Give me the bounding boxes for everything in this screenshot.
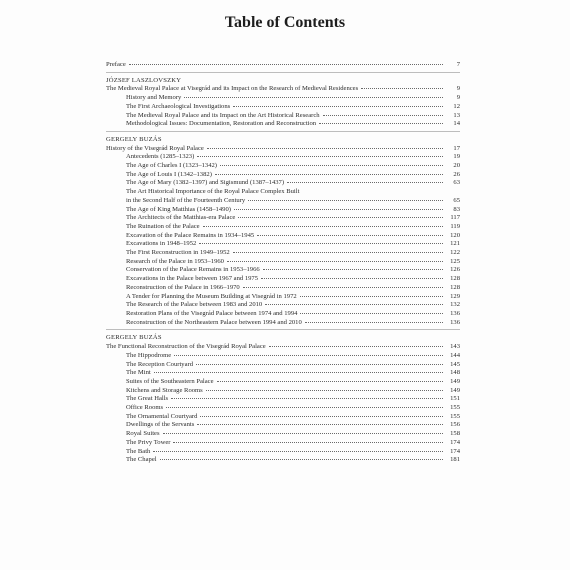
dot-leader (287, 182, 443, 183)
toc-subentry (106, 319, 460, 328)
toc-entry-label: Research of the Palace in 1953–1960 (126, 257, 224, 265)
dot-leader (233, 252, 443, 253)
toc-subentry (106, 249, 460, 258)
toc-entry-label: Excavations in 1948–1952 (126, 240, 197, 248)
toc-entry-label: Dwellings of the Servants (126, 421, 195, 429)
toc-entry-label: The Age of Louis I (1342–1382) (126, 170, 212, 178)
toc-subentry (106, 361, 460, 370)
toc-entry-label: The Art Historical Importance of the Royal Palace Complex Built (126, 188, 300, 196)
dot-leader (220, 165, 443, 166)
page-title: Table of Contents (224, 14, 346, 31)
toc-entry-label: The Hippodrome (126, 351, 172, 359)
toc-entry-label: The Ornamental Courtyard (126, 412, 198, 420)
toc-entry-label: The Great Halls (126, 395, 169, 403)
toc-entry-label: The Bath (126, 447, 151, 455)
dot-leader (227, 261, 443, 262)
toc-page-number: 136 (450, 309, 460, 317)
toc-subentry (106, 301, 460, 310)
dot-leader (300, 313, 443, 314)
toc-page-number: 119 (450, 222, 460, 230)
toc-entry-label: The Privy Tower (126, 438, 171, 446)
toc-entry-label: Office Rooms (126, 404, 164, 412)
dot-leader (234, 209, 443, 210)
toc-page-number: 117 (450, 214, 460, 222)
dot-leader (215, 174, 443, 175)
toc-subentry (106, 284, 460, 293)
toc-subentry (106, 103, 460, 112)
section-divider (106, 72, 460, 73)
dot-leader (173, 442, 443, 443)
toc-page-number: 14 (453, 120, 460, 128)
toc-subentry (106, 94, 460, 103)
dot-leader (129, 64, 443, 65)
toc-entry-label: The First Reconstruction in 1949–1952 (126, 249, 230, 257)
toc-subentry (106, 404, 460, 413)
toc-entry-label: Restoration Plans of the Visegrád Palace between 1974 and 1994 (126, 309, 298, 317)
toc-entry-label: Excavations in the Palace between 1967 and 1975 (126, 275, 259, 283)
toc-sections (106, 72, 460, 465)
toc-subentry (106, 430, 460, 439)
toc-chapter-entry (106, 85, 460, 94)
toc-page-number: 128 (450, 275, 460, 283)
dot-leader (257, 235, 443, 236)
toc-subentry (106, 214, 460, 223)
toc-subentry (106, 162, 460, 171)
dot-leader (305, 322, 443, 323)
dot-leader (323, 115, 443, 116)
dot-leader (269, 346, 443, 347)
dot-leader (361, 88, 443, 89)
toc-subentry (106, 395, 460, 404)
toc-page-number: 181 (450, 456, 460, 464)
toc-entry-label: Antecedents (1285–1323) (126, 153, 195, 161)
dot-leader (233, 106, 443, 107)
dot-leader (166, 407, 443, 408)
toc-subentry (106, 179, 460, 188)
toc-entry-label: The Mint (126, 369, 151, 377)
toc-entry-label: Conservation of the Palace Remains in 1953–1966 (126, 266, 260, 274)
dot-leader (174, 355, 443, 356)
toc-entry-label: The Functional Reconstruction of the Visegrád Royal Palace (106, 343, 266, 351)
toc-page-number: 122 (450, 249, 460, 257)
toc-section (106, 329, 460, 465)
toc-page-number: 17 (453, 144, 460, 152)
toc-entry-preface (106, 61, 460, 70)
toc-page-number: 145 (450, 360, 460, 368)
toc-page-number: 129 (450, 292, 460, 300)
toc-subentry (106, 310, 460, 319)
toc-entry-label: History of the Visegrád Royal Palace (106, 144, 204, 152)
toc-entry-label: The Architects of the Matthias-era Palace (126, 214, 236, 222)
dot-leader (319, 123, 443, 124)
toc-section (106, 72, 460, 129)
toc-page-number: 9 (456, 94, 460, 102)
toc-subentry (106, 120, 460, 129)
toc-entry-label: The Ruination of the Palace (126, 222, 200, 230)
toc-subentry (106, 369, 460, 378)
toc-entry-label: The First Archaeological Investigations (126, 102, 231, 110)
dot-leader (265, 304, 443, 305)
toc-page-number: 19 (453, 153, 460, 161)
toc-entry-label: The Medieval Royal Palace at Visegrád and its Impact on the Research of Medieval Residences (106, 85, 359, 93)
toc-entry-label: Kitchens and Storage Rooms (126, 386, 203, 394)
toc-subentry (106, 352, 460, 361)
toc-page-number: 12 (453, 102, 460, 110)
dot-leader (206, 390, 443, 391)
toc-entry-label: The Reception Courtyard (126, 360, 194, 368)
toc-entry-label: Preface (106, 61, 126, 68)
toc-subentry (106, 448, 460, 457)
toc-subentry (106, 439, 460, 448)
toc-entry-label: Reconstruction of the Palace in 1966–1970 (126, 283, 240, 291)
table-of-contents (106, 61, 460, 465)
toc-entry-label: Methodological Issues: Documentation, Restoration and Reconstruction (126, 120, 317, 128)
toc-page-number: 148 (450, 369, 460, 377)
dot-leader (263, 269, 443, 270)
toc-entry-label: The Age of King Matthias (1458–1490) (126, 205, 231, 213)
toc-entry-label: Royal Suites (126, 430, 160, 438)
toc-page-number: 7 (456, 61, 460, 68)
toc-entry-label: Suites of the Southeastern Palace (126, 377, 214, 385)
dot-leader (199, 243, 443, 244)
dot-leader (207, 148, 443, 149)
toc-entry-label: History and Memory (126, 94, 182, 102)
toc-page-number: 120 (450, 231, 460, 239)
dot-leader (248, 200, 443, 201)
dot-leader (217, 381, 443, 382)
dot-leader (200, 416, 443, 417)
toc-page-number: 128 (450, 283, 460, 291)
toc-chapter-entry (106, 343, 460, 352)
toc-page-number: 151 (450, 395, 460, 403)
toc-subentry (106, 197, 460, 206)
toc-subentry (106, 266, 460, 275)
dot-leader (196, 364, 443, 365)
toc-page-number: 65 (453, 196, 460, 204)
toc-page-number: 20 (453, 162, 460, 170)
toc-subentry (106, 387, 460, 396)
toc-subentry (106, 232, 460, 241)
dot-leader (197, 156, 443, 157)
dot-leader (238, 217, 443, 218)
toc-page-number: 149 (450, 386, 460, 394)
toc-subentry (106, 456, 460, 465)
toc-page-number: 155 (450, 404, 460, 412)
section-author: JÓZSEF LASZLOVSZKY (106, 76, 182, 84)
toc-chapter-entry (106, 145, 460, 154)
dot-leader (153, 451, 443, 452)
toc-entry-label: The Medieval Royal Palace and its Impact on the Art Historical Research (126, 111, 320, 119)
toc-subentry (106, 413, 460, 422)
toc-page-number: 83 (453, 205, 460, 213)
section-author: GERGELY BUZÁS (106, 135, 162, 143)
toc-subentry (106, 378, 460, 387)
toc-subentry (106, 153, 460, 162)
toc-page-number: 126 (450, 266, 460, 274)
toc-page-number: 156 (450, 421, 460, 429)
toc-subentry (106, 258, 460, 267)
toc-entry-label: Excavation of the Palace Remains in 1934–1945 (126, 231, 255, 239)
dot-leader (184, 97, 443, 98)
toc-entry-label: in the Second Half of the Fourteenth Century (126, 196, 246, 204)
toc-section (106, 131, 460, 327)
toc-entry-label: The Age of Charles I (1323–1342) (126, 162, 218, 170)
toc-entry-label: A Tender for Planning the Museum Building at Visegrád in 1972 (126, 292, 297, 300)
toc-page-number: 149 (450, 377, 460, 385)
toc-page-number: 155 (450, 412, 460, 420)
toc-subentry (106, 240, 460, 249)
toc-page-number: 121 (450, 240, 460, 248)
dot-leader (163, 433, 443, 434)
toc-page-number: 26 (453, 170, 460, 178)
toc-page-number: 13 (453, 111, 460, 119)
toc-subentry (106, 188, 460, 197)
toc-page-number: 174 (450, 438, 460, 446)
toc-subentry (106, 293, 460, 302)
toc-page-number: 158 (450, 430, 460, 438)
toc-entry-label: The Chapel (126, 456, 157, 464)
toc-subentry (106, 223, 460, 232)
toc-page-number: 143 (450, 343, 460, 351)
dot-leader (171, 398, 443, 399)
section-author: GERGELY BUZÁS (106, 334, 162, 342)
section-divider (106, 329, 460, 330)
toc-page-number: 125 (450, 257, 460, 265)
dot-leader (160, 459, 443, 460)
toc-subentry (106, 112, 460, 121)
dot-leader (197, 424, 443, 425)
dot-leader (203, 226, 443, 227)
toc-subentry (106, 421, 460, 430)
toc-subentry (106, 275, 460, 284)
toc-entry-label: The Age of Mary (1382–1397) and Sigismund (1387–1437) (126, 179, 285, 187)
toc-subentry (106, 206, 460, 215)
toc-page-number: 9 (456, 85, 460, 93)
toc-page-number: 144 (450, 351, 460, 359)
dot-leader (261, 278, 443, 279)
dot-leader (243, 287, 443, 288)
toc-page-number: 174 (450, 447, 460, 455)
toc-page-number: 132 (450, 301, 460, 309)
dot-leader (154, 372, 443, 373)
toc-page-number: 136 (450, 318, 460, 326)
toc-entry-label: Reconstruction of the Northeastern Palace between 1994 and 2010 (126, 318, 302, 326)
toc-entry-label: The Research of the Palace between 1983 and 2010 (126, 301, 263, 309)
dot-leader (300, 296, 443, 297)
toc-page-number: 63 (453, 179, 460, 187)
toc-subentry (106, 171, 460, 180)
section-divider (106, 131, 460, 132)
